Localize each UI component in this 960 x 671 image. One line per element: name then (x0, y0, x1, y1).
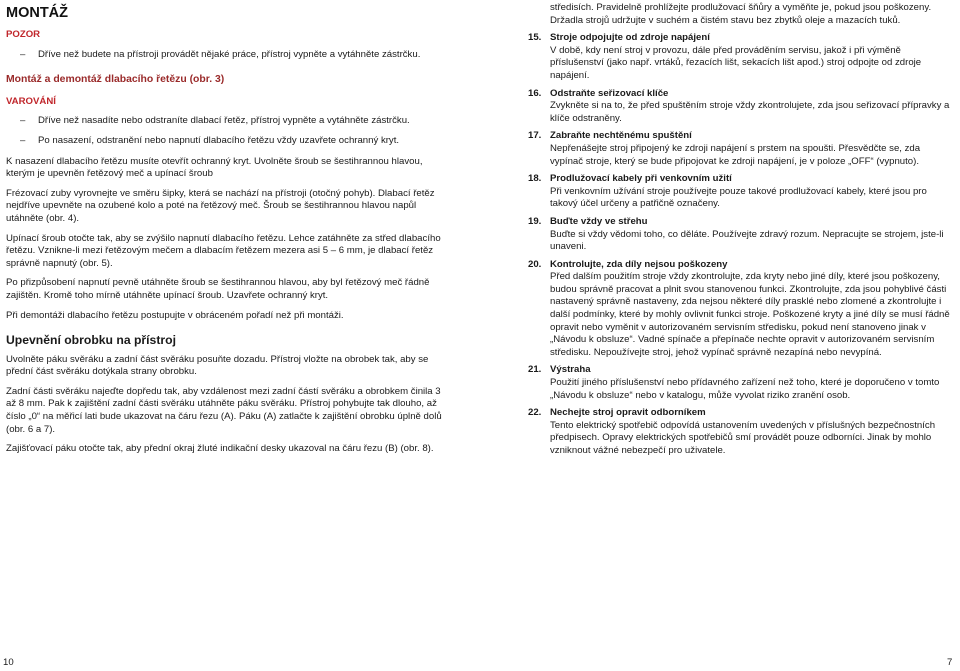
item-text: Před dalším použitím stroje vždy zkontrolujte, zda kryty nebo jiné díly, které jsou poškozeny, budou správně pracovat a plnit svou stanovenou funkci. Zkontrolujte, zda jsou pohyblivé části nastavený správně nastaveny, zda nejsou některé díly prasklé nebo zlomené a zkontrolujte i další podmínky, které by mohly ovlivnit funkci stroje. Poškozené kryty a jiné díly se musí řádně opravit nebo vyměnit v autorizovaném servisním středisku, pokud není stanoveno jinak v „Návodu k obsluze“. Vadné spínače a přepínače nechte opravit v autorizovaném servisním středisku. Nepoužívejte stroj, jehož vypínač správně nezapíná nebo nevypíná. (550, 271, 950, 358)
workpiece-heading: Upevnění obrobku na přístroj (6, 333, 176, 348)
item-title: Prodlužovací kabely při venkovním užití (550, 173, 732, 185)
warning-label: VAROVÁNÍ (6, 95, 56, 107)
item-title: Odstraňte seřizovací klíče (550, 87, 669, 99)
item-title: Nechejte stroj opravit odborníkem (550, 407, 706, 419)
paragraph: Frézovací zuby vyrovnejte ve směru šipky, která se nachází na přístroji (otočný pohyb). Dlabací řetěz nejdříve upevněte na ozubené kolo a poté na řetězový meč. Šroub se šestihrannou hlavou napůl utáhněte (obr. 4). (6, 187, 435, 224)
paragraph: Zajišťovací páku otočte tak, aby přední okraj žluté indikační desky ukazoval na čáru řezu (B) (obr. 8). (6, 443, 434, 455)
paragraph: Uvolněte páku svěráku a zadní část svěráku posuňte dozadu. Přístroj vložte na obrobek tak, aby se přední část svěráku dotýkala strany obrobku. (6, 353, 429, 378)
safety-item (528, 130, 954, 168)
item-text: Použití jiného příslušenství nebo přídavného zařízení než toho, které je doporučeno v tomto „Návodu k obsluze“ nebo v katalogu, může vyvolat riziko zranění osob. (550, 377, 940, 401)
safety-item (528, 407, 954, 457)
caution-label: POZOR (6, 29, 41, 40)
safety-item (528, 88, 954, 126)
item-text: Při venkovním užívání stroje používejte pouze takové prodlužovací kabely, které jsou pro takový účel určeny a patřičně označeny. (550, 185, 927, 210)
left-column (6, 0, 442, 456)
page-title: MONTÁŽ (6, 5, 69, 21)
safety-item (528, 173, 954, 211)
item-title: Stroje odpojujte od zdroje napájení (550, 32, 710, 44)
caution-item: – Dříve než budete na přístroji provádět nějaké práce, přístroj vypněte a vytáhněte zástrčku. (6, 49, 442, 62)
safety-item (528, 259, 954, 360)
paragraph: Upínací šroub otočte tak, aby se zvýšilo napnutí dlabacího řetězu. Lehce zatáhněte za střed dlabacího řetězu. Vznikne-li mezi řetězovým mečem a dlabacím řetězem mezera asi 5 – 6 mm, je dlabací řetěz správně napnutý (obr. 5). (6, 232, 441, 269)
item-text: Tento elektrický spotřebič odpovídá ustanovením uvedených v příslušných bezpečnostních předpisech. Opravy elektrických spotřebičů smí provádět pouze odborníci. Jinak by mohlo vzniknout vážné nebezpečí pro uživatele. (550, 419, 936, 456)
item-text: Nepřenášejte stroj připojený ke zdroji napájení s prstem na spoušti. Přesvědčte se, zda vypínač stroje, který se bude připojovat ke zdroji napájení, je v poloze „OFF“ (vypnuto). (550, 142, 921, 167)
item-number: 20. (528, 258, 542, 270)
item-text: Zvykněte si na to, že před spuštěním stroje vždy zkontrolujete, zda jsou seřizovací přípravky a klíče odstraněny. (550, 100, 950, 124)
paragraph: Zadní části svěráku najeďte dopředu tak, aby vzdálenost mezi zadní částí svěráku a obrobkem činila 3 až 8 mm. Pak k zajištění zadní části svěráku utáhněte páku svěráku. Přístroj pohybujte tak dlouho, až číslo „0“ na měřicí lati bude ukazovat na čáru řezu (A). Páku (A) zatlačte k zajištění obrobku úplně dolů (obr. 6 a 7). (6, 385, 442, 435)
paragraph: K nasazení dlabacího řetězu musíte otevřít ochranný kryt. Uvolněte šroub se šestihrannou hlavou, kterým je upevněn řetězový meč a upínací šroub (6, 155, 423, 180)
safety-item (528, 364, 954, 402)
item-title: Buďte vždy ve střehu (550, 215, 648, 227)
item-title: Kontrolujte, zda díly nejsou poškozeny (550, 258, 728, 270)
item-title: Výstraha (550, 364, 591, 376)
chain-mounting-heading: Montáž a demontáž dlabacího řetězu (obr. 3) (6, 74, 225, 86)
safety-item (528, 32, 954, 82)
intro-paragraph: středisích. Pravidelně prohlížejte prodlužovací šňůry a vyměňte je, pokud jsou poškozeny. Držadla strojů udržujte v suchém a čistém stavu bez zbytků oleje a mazacích tuků. (550, 2, 932, 26)
paragraph: Při demontáži dlabacího řetězu postupujte v obráceném pořadí než při montáži. (6, 309, 344, 321)
safety-item (528, 216, 954, 254)
item-text: Buďte si vždy vědomi toho, co děláte. Používejte zdravý rozum. Nepracujte se strojem, jste-li unaveni. (550, 228, 944, 253)
item-number: 19. (528, 215, 542, 227)
item-number: 15. (528, 32, 542, 44)
item-title: Zabraňte nechtěnému spuštění (550, 130, 692, 142)
warning-item: – Dříve než nasadíte nebo odstraníte dlabací řetěz, přístroj vypněte a vytáhněte zástrčku. (6, 115, 442, 128)
item-number: 21. (528, 364, 542, 376)
warning-item: – Po nasazení, odstranění nebo napnutí dlabacího řetězu vždy uzavřete ochranný kryt. (6, 135, 442, 148)
item-number: 17. (528, 130, 542, 142)
right-page-number: 7 (947, 657, 953, 668)
item-number: 22. (528, 407, 542, 419)
item-number: 16. (528, 87, 542, 99)
item-number: 18. (528, 173, 542, 185)
left-page-number: 10 (3, 657, 14, 668)
item-text: V době, kdy není stroj v provozu, dále před prováděním servisu, jakož i při výměně příslušenství (jako např. vrtáků, řezacích lišt, sekacích lišt apod.) stroj odpojte od zdroje napájení. (550, 44, 922, 81)
paragraph: Po přizpůsobení napnutí pevně utáhněte šroub se šestihrannou hlavou, aby byl řetězový meč řádně zajištěn. Kromě toho mírně utáhněte upínací šroub. Uzavřete ochranný kryt. (6, 277, 430, 301)
right-column (528, 0, 954, 458)
